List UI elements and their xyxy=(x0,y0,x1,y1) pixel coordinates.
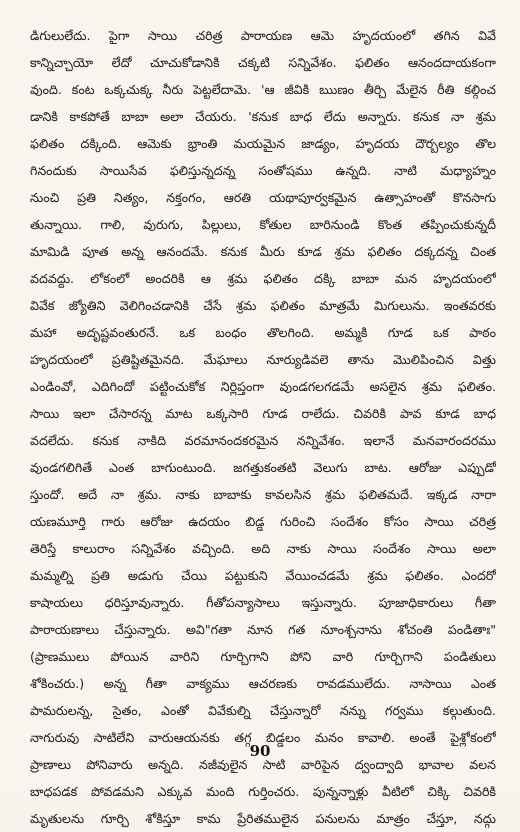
page-number: 90 xyxy=(249,742,271,760)
text-line: వుండగలిగితే ఎంత బాగుంటుంది. జగత్తుకంతటి వెలుగు బాట. ఆరోజు ఎప్పుడో xyxy=(30,460,496,475)
text-line: బాధపడక పోవడమని ఎక్కువ మంది గుర్తించరు. పున్నన్నాళ్లు వీటిలో చిక్కి చివరికి xyxy=(30,784,496,799)
text-line: సాయి ఇలా చేసారన్న మాట ఒక్కసారి గూడ రాలేదు. చివరికి పావ కూడ బాధ xyxy=(30,406,496,421)
text-line: కాషాయలు ధరిస్తూవున్నారు. గీతోపన్యాసాలు ఇస్తున్నారు. పూజాధికారులు గీతా xyxy=(30,595,496,610)
text-line: తున్నాయి. గాలి, వురుగు, పిల్లులు, కోతుల బారినుండి కొంత తప్పించుకున్నదీ xyxy=(30,217,496,232)
text-line: మహా అదృష్టవంతురనే. ఒక బంధం తొలగింది. అమ్మకి గూడ ఒక పాఠం xyxy=(30,325,496,340)
text-line: శోకించరు.) అన్న గీతా వాక్యము ఆచరణకు రావడములేదు. నాసాయి ఎంత xyxy=(30,676,496,691)
text-line: స్తుందో. అదే నా శ్రమ. నాకు బాబాకు కావలసిన శ్రమ ఫలితమదే. ఇక్కడ నారా xyxy=(30,487,496,502)
text-line: ఫలితం దక్కింది. ఆమెకు భ్రాంతి మయమైన జాడ్యం, హృదయ దౌర్బల్యం తొల xyxy=(30,136,496,151)
body-text xyxy=(30,22,496,832)
text-line: మృతులను గూర్చి శోకిస్తూ కామ ప్రేరితములైన పనులను మాత్రం చేస్తూ, నద్గు xyxy=(30,811,496,826)
text-line: ఎండింవో, ఎదిగిందో పట్టించుకోక నిర్లిప్తంగా వుండగలగడమే అసలైన శ్రమ ఫలితం. xyxy=(30,379,496,394)
text-line: నాగురువు సాటిలేని వారుఆయనకు తగ్గ బిడ్డలం మనం కావాలి. అంతే పైశ్లోకంలో xyxy=(30,730,496,745)
text-line: వదవద్దు. లోకంలో అందరికి ఆ శ్రమ ఫలితం దక్కి బాబా మన హృదయంలో xyxy=(30,271,496,286)
text-line: మామిడి పూత అన్న ఆనందమే. కనుక మీరు కూడ శ్రమ ఫలితం దక్కదన్న చింత xyxy=(30,244,496,259)
text-line: పారాయణాలు చేస్తున్నారు. అవి"గతా నూన గత నూంశ్చనాను శోచంతి పండితాః" xyxy=(30,622,496,637)
text-line: మమ్మల్ని ప్రతి అడుగు చేయి పట్టుకుని వేయించడమే శ్రమ ఫలితం. ఎందరో xyxy=(30,568,496,583)
text-line: వుంది. కంట ఒక్కచుక్క నీరు పెట్టలేదామె. 'ఆ జీవికి ఋణం తీర్చి మేలైన రీతి కల్గించ xyxy=(30,82,496,97)
text-line: పామరులన్న, సైతం, ఎంతో వివేకుల్ని చేస్తున్నారో నన్ను గర్వము కల్గుతుంది. xyxy=(30,703,496,718)
text-line: వదలేదు. కనుక నాకిది వరమానందకరమైన నన్నివేశం. ఇలానే మనవారందరము xyxy=(30,433,496,448)
text-line: డిగులులేదు. పైగా సాయి చరిత్ర పారాయణ ఆమె హృదయంలో తగిన వివే xyxy=(30,28,496,43)
text-line: తెరిస్తే కాలురాం సన్నివేశం వచ్చింది. అది నాకు సాయి సందేశం సాయి అలా xyxy=(30,541,496,556)
text-line: వివేక జ్యోతిని వెలిగించడానికి చేసే శ్రమ ఫలితం మాత్రమే మిగులును. ఇంతవరకు xyxy=(30,298,496,313)
text-line: డానికి కాకపోతే బాబా అలా చేయరు. 'కనుక బాధ లేదు అన్నారు. కనుక నా శ్రమ xyxy=(30,109,496,124)
text-line: నుంచి ప్రతి నిత్యం, నక్తంగం, ఆరతి యథాపూర్వకమైన ఉత్సాహంతో కొనసాగు xyxy=(30,190,496,205)
text-line: గినందుకు సాయిసేవ ఫలిస్తున్నదన్న సంతోషము ఉన్నది. నాటి మధ్యాహ్నం xyxy=(30,163,496,178)
text-line: కాన్నిచ్చాయో లేదో చూచుకోడానికి చక్కటి సన్నివేశం. ఫలితం ఆనందదాయకంగా xyxy=(30,55,496,70)
text-line: ప్రాణాలు పోనివారు అన్నది. నజీవులైన సాటి వారిపైన ద్వంద్వాది భావాల వలన xyxy=(30,757,496,772)
text-line: హృదయంలో ప్రతిష్టితమైనది. మేఘాలు నూర్యుడివలె తాను మొలిపించిన విత్తు xyxy=(30,352,496,367)
text-line: (ప్రాణములు పోయిన వారిని గూర్చిగాని పోని వారి గూర్చిగాని పండితులు xyxy=(30,649,496,664)
text-line: యణమూర్తి గారు ఆరోజు ఉదయం బిడ్డ గురించి సందేశం కోసం సాయి చరిత్ర xyxy=(30,514,496,529)
